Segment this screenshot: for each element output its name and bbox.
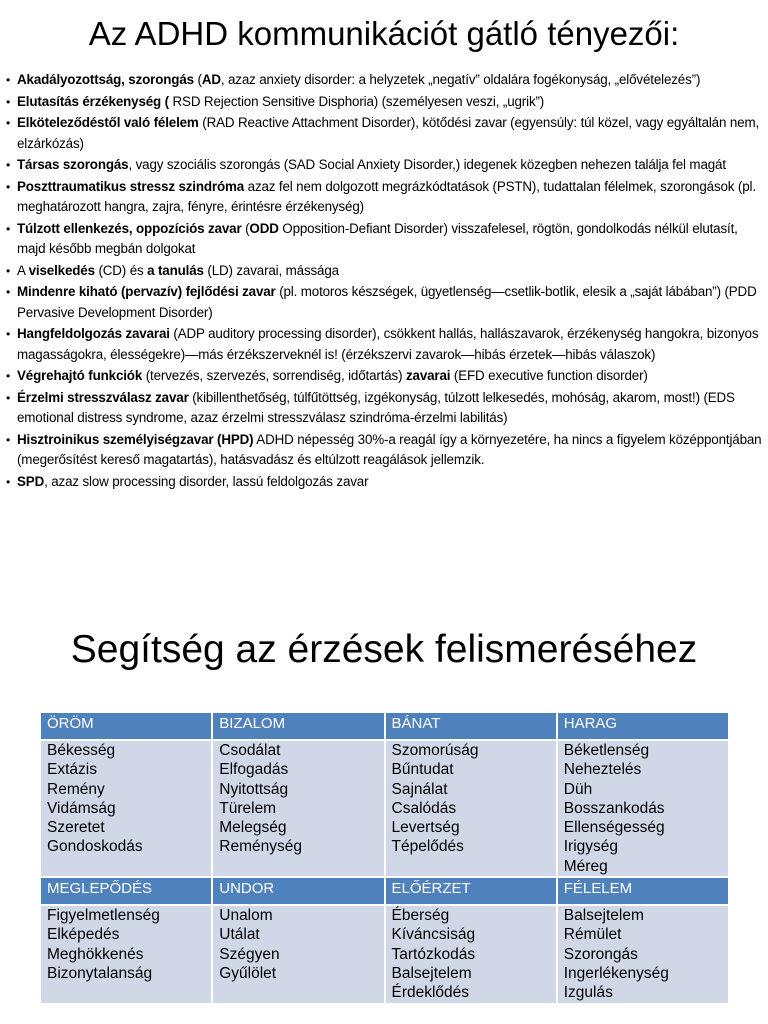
bullet-icon: • <box>6 263 11 278</box>
factor-item <box>6 155 762 176</box>
emotion-word: Izgulás <box>563 984 613 1002</box>
factor-text: , azaz anxiety disorder: a helyzetek „negatív” oldalára fogékonyság, „elővételezés”) <box>220 72 701 87</box>
emotion-category: ÖRÖM <box>40 712 212 740</box>
bullet-icon: • <box>6 327 11 341</box>
emotion-word: Balsejtelem <box>563 907 644 925</box>
emotion-word: Türelem <box>219 799 277 817</box>
emotion-word: Ellenségesség <box>563 819 665 837</box>
factor-text: (ADP auditory processing disorder), csökkent hallás, hallászavarok, érzékenység hangokra, bizonyos magasságokra, élességekre)—más érzékszerveknél is! (érzékszervi zavarok—hibás érzetek—hibás válaszok) <box>17 326 759 362</box>
factor-item <box>6 219 762 260</box>
emotion-word: Elfogadás <box>219 761 289 779</box>
emotion-category: ELŐÉRZET <box>385 877 557 905</box>
bullet-icon: • <box>6 369 11 383</box>
bullet-icon: • <box>6 474 11 489</box>
emotion-category: MEGLEPŐDÉS <box>40 877 212 905</box>
emotion-word: Bizonytalanság <box>47 964 153 982</box>
emotion-word: Balsejtelem <box>391 964 472 982</box>
emotion-word: Csodálat <box>219 742 281 759</box>
emotion-list <box>40 740 212 877</box>
table-row <box>40 905 729 1003</box>
slide-emotions <box>0 600 768 1024</box>
factor-text: (pl. motoros készségek, ügyetlenség—csetlik-botlik, elesik a „saját lábában”) (PDD Pervasive Development Disorder) <box>17 284 757 320</box>
bullet-icon: • <box>6 285 11 299</box>
emotion-word: Csalódás <box>391 799 457 817</box>
factor-item <box>6 92 762 113</box>
emotion-category: BÁNAT <box>385 712 557 740</box>
emotion-category: UNDOR <box>212 877 384 905</box>
bullet-icon: • <box>6 221 11 236</box>
factor-text: (EFD executive function disorder) <box>450 368 648 383</box>
factor-text: (tervezés, szervezés, sorrendiség, időtartás) <box>142 368 406 383</box>
emotion-word: Tartózkodás <box>391 945 476 963</box>
emotion-word: Béketlenség <box>563 742 650 759</box>
emotion-word: Bosszankodás <box>563 799 665 817</box>
emotion-category: BIZALOM <box>212 712 384 740</box>
emotion-word: Elképedés <box>47 926 120 944</box>
emotion-list <box>385 905 557 1003</box>
factor-text: , azaz slow processing disorder, lassú feldolgozás zavar <box>44 473 369 489</box>
emotion-word: Figyelmetlenség <box>47 907 160 925</box>
table-row <box>40 740 729 877</box>
emotion-word: Éberség <box>391 907 450 925</box>
emotion-word: Szeretet <box>47 819 105 837</box>
emotion-word: Kíváncsiság <box>391 926 476 944</box>
factor-item <box>6 388 762 429</box>
factor-text: (LD) zavarai, mássága <box>203 262 339 278</box>
emotion-word: Remény <box>47 780 105 798</box>
bullet-icon: • <box>6 94 11 109</box>
factor-item <box>6 430 762 471</box>
factor-term: Érzelmi stresszválasz zavar <box>17 389 189 405</box>
factor-text: ADHD népesség 30%-a reagál így a környezetére, ha nincs a figyelem középpontjában (megerősítést kereső magatartás), hatásvadász és eltúlzott reagálások jellemzik. <box>17 431 762 467</box>
factor-item <box>6 261 762 282</box>
factor-term: viselkedés <box>28 262 95 278</box>
factor-term: Hisztroinikus személyiségzavar (HPD) <box>17 431 254 447</box>
factor-term: Végrehajtó funkciók <box>17 368 143 383</box>
emotion-word: Szorongás <box>563 945 638 963</box>
table-header-row <box>40 712 729 740</box>
emotion-category: HARAG <box>557 712 729 740</box>
bullet-icon: • <box>6 73 11 87</box>
emotion-word: Düh <box>563 780 593 798</box>
factor-item <box>6 366 762 387</box>
factor-term: Elutasítás érzékenység ( <box>17 93 169 109</box>
emotion-word: Utálat <box>219 926 260 944</box>
factor-text: (CD) és <box>94 262 148 278</box>
emotion-category: FÉLELEM <box>557 877 729 905</box>
factor-term: Akadályozottság, szorongás <box>17 72 194 87</box>
emotion-word: Neheztelés <box>563 761 642 779</box>
factor-item <box>6 70 762 91</box>
emotion-word: Érdeklődés <box>391 984 470 1002</box>
emotion-word: Unalom <box>219 907 273 925</box>
emotion-word: Levertség <box>391 819 460 837</box>
emotion-word: Békesség <box>47 742 116 759</box>
factor-term: Mindenre kiható (pervazív) fejlődési zavar <box>17 284 276 299</box>
emotion-word: Tépelődés <box>391 838 464 856</box>
factor-term: zavarai <box>405 368 451 383</box>
emotion-word: Meghökkenés <box>47 945 144 963</box>
emotion-word: Rémület <box>563 926 622 944</box>
factor-term: a tanulás <box>147 262 204 278</box>
factor-text: RSD Rejection Sensitive Disphoria) (személyesen veszi, „ugrik”) <box>168 93 545 109</box>
bullet-icon: • <box>6 116 11 130</box>
emotion-word: Irigység <box>563 838 619 856</box>
factor-item <box>6 324 762 365</box>
factor-item <box>6 282 762 323</box>
bullet-icon: • <box>6 179 11 194</box>
emotion-word: Szégyen <box>219 945 280 963</box>
factor-item <box>6 113 762 154</box>
emotion-list <box>212 740 384 877</box>
bullet-icon: • <box>6 432 11 447</box>
factor-term: Társas szorongás <box>17 157 129 172</box>
emotion-list <box>40 905 212 1003</box>
emotion-list <box>557 905 729 1003</box>
factor-list <box>6 70 762 493</box>
emotion-word: Vidámság <box>47 799 116 817</box>
factor-term: SPD <box>17 473 45 489</box>
factor-term: ODD <box>249 220 279 236</box>
factor-item <box>6 472 762 493</box>
emotion-word: Bűntudat <box>391 761 454 779</box>
emotion-word: Extázis <box>47 761 97 779</box>
factor-text: azaz fel nem dolgozott megrázkódtatások (PSTN), tudattalan félelmek, szorongások (pl. meghatározott hangra, zajra, fényre, érintésre érzékenység) <box>17 178 756 214</box>
factor-term: AD <box>201 72 221 87</box>
factor-term: Túlzott ellenkezés, oppozíciós zavar <box>17 220 242 236</box>
factor-item <box>6 177 762 218</box>
slide-title: Az ADHD kommunikációt gátló tényezői: <box>88 15 680 52</box>
emotion-list <box>557 740 729 877</box>
emotion-word: Szomorúság <box>391 742 479 759</box>
factor-text: ( <box>193 72 202 87</box>
factor-term: Hangfeldolgozás zavarai <box>17 326 170 341</box>
factor-text: ( <box>241 220 250 236</box>
emotion-word: Melegség <box>219 819 287 837</box>
emotion-list <box>385 740 557 877</box>
factor-text: Opposition-Defiant Disorder) visszafelesel, rögtön, gondolkodás nélkül elutasít, majd később megbán dolgokat <box>17 220 738 256</box>
emotion-word: Gondoskodás <box>47 838 143 856</box>
emotion-word: Méreg <box>563 857 608 875</box>
bullet-icon: • <box>6 158 11 172</box>
emotion-word: Reménység <box>219 838 302 856</box>
emotion-word: Ingerlékenység <box>563 964 669 982</box>
table-header-row <box>40 877 729 905</box>
factor-text: (kibillenthetőség, túlfűtöttség, izgékonyság, túlzott lelkesedés, mohóság, akarom, most!) (EDS emotional distress syndrome, azaz érzelmi stresszválasz szindróma-érzelmi labilitás) <box>17 389 735 425</box>
factor-text: A <box>17 262 29 278</box>
factor-text: (RAD Reactive Attachment Disorder), kötődési zavar (egyensúly: túl közel, vagy egyáltalán nem, elzárkózás) <box>17 115 760 151</box>
slide-title-emotions: Segítség az érzések felismeréséhez <box>70 628 698 671</box>
factor-term: Elköteleződéstől való félelem <box>17 115 199 130</box>
factor-text: , vagy szociális szorongás (SAD Social Anxiety Disorder,) idegenek közegben nehezen találja fel magát <box>128 157 726 172</box>
emotion-list <box>212 905 384 1003</box>
emotion-word: Nyitottság <box>219 780 289 798</box>
emotions-table <box>39 711 730 1005</box>
emotion-word: Gyűlölet <box>219 964 277 982</box>
emotion-word: Sajnálat <box>391 780 448 798</box>
factor-term: Poszttraumatikus stressz szindróma <box>17 178 245 194</box>
bullet-icon: • <box>6 390 11 405</box>
